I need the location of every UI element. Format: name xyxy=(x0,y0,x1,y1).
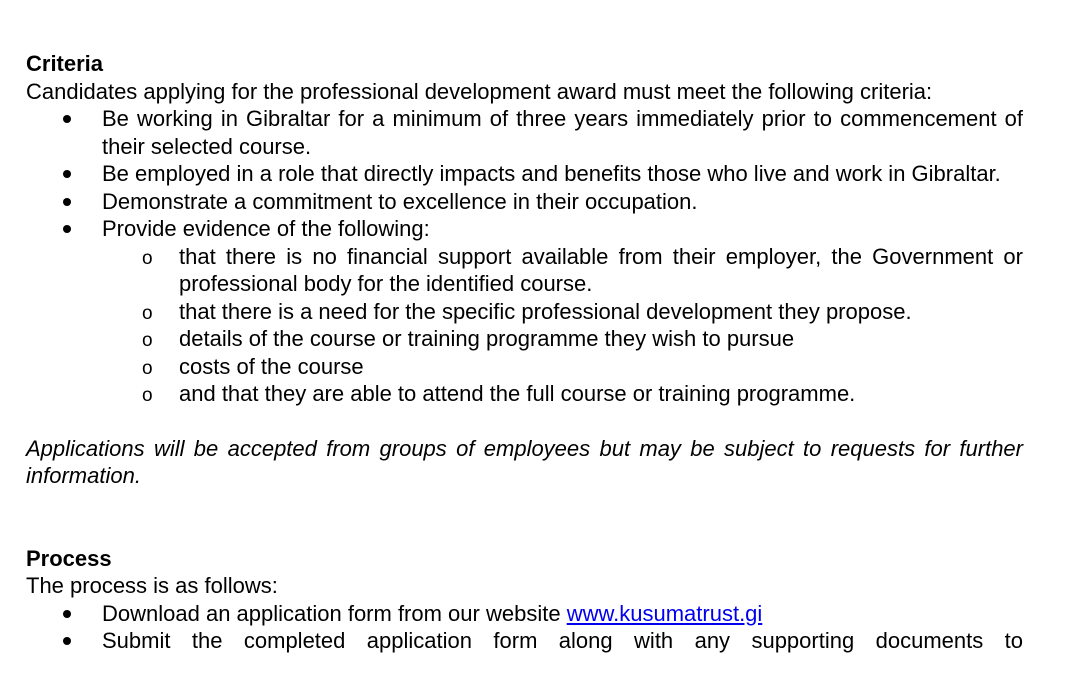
list-item xyxy=(26,160,1023,188)
list-item xyxy=(26,215,1023,408)
bullet-icon xyxy=(63,115,71,123)
bullet-icon xyxy=(63,610,71,618)
process-intro: The process is as follows: xyxy=(26,573,278,598)
evidence-item-text: and that they are able to attend the full course or training programme. xyxy=(179,381,856,406)
bullet-icon xyxy=(63,637,71,645)
criteria-bullet-text: Be working in Gibraltar for a minimum of three years immediately prior to commencement of their selected course. xyxy=(102,106,1023,159)
list-item xyxy=(102,380,1023,408)
criteria-heading: Criteria xyxy=(26,51,104,76)
evidence-sub-list xyxy=(102,243,1023,408)
bullet-icon xyxy=(63,198,71,206)
process-bullet-text: Submit the completed application form along with any supporting documents to xyxy=(102,628,1023,653)
list-item xyxy=(26,105,1023,160)
process-bullet-list xyxy=(26,600,1023,655)
list-item xyxy=(26,600,1023,628)
spacer xyxy=(26,408,1023,435)
list-item xyxy=(102,325,1023,353)
evidence-item-text: costs of the course xyxy=(179,353,364,379)
list-item xyxy=(102,353,1023,381)
process-bullet-text: Download an application form from our website xyxy=(102,600,567,626)
website-link[interactable]: www.kusumatrust.gi xyxy=(566,600,763,626)
evidence-item-text: details of the course or training programme they wish to pursue xyxy=(179,326,795,351)
sub-bullet-icon: o xyxy=(142,302,153,324)
sub-bullet-icon: o xyxy=(142,247,153,269)
applications-note: Applications will be accepted from groups of employees but may be subject to requests for further information. xyxy=(26,435,1023,488)
list-item xyxy=(26,188,1023,216)
criteria-bullet-text: Provide evidence of the following: xyxy=(102,216,430,241)
document-page xyxy=(26,50,1023,655)
sub-bullet-icon: o xyxy=(142,385,153,406)
criteria-bullet-list xyxy=(26,105,1023,408)
criteria-bullet-text: Be employed in a role that directly impacts and benefits those who live and work in Gibraltar. xyxy=(102,161,1001,186)
sub-bullet-icon: o xyxy=(142,330,153,351)
evidence-item-text: that there is a need for the specific professional development they propose. xyxy=(179,298,912,324)
spacer xyxy=(26,490,1023,545)
criteria-bullet-text: Demonstrate a commitment to excellence in their occupation. xyxy=(102,188,698,214)
list-item xyxy=(102,243,1023,298)
list-item xyxy=(102,298,1023,326)
bullet-icon xyxy=(63,225,71,233)
sub-bullet-icon: o xyxy=(142,357,153,379)
list-item xyxy=(26,627,1023,655)
bullet-icon xyxy=(63,170,71,178)
criteria-intro: Candidates applying for the professional development award must meet the following criteria: xyxy=(26,78,933,104)
evidence-item-text: that there is no financial support available from their employer, the Government or professional body for the identified course. xyxy=(179,243,1023,296)
process-heading: Process xyxy=(26,545,112,571)
